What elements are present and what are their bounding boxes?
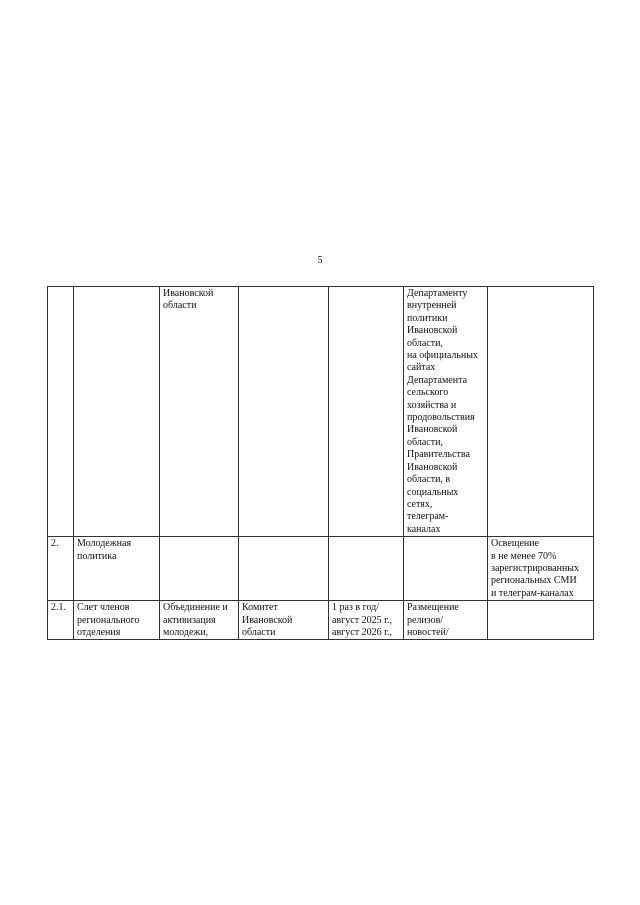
cell-goal: Объединение и активизация молодежи, (160, 601, 239, 640)
cell-event-name: Молодежная политика (74, 537, 160, 601)
cell-deadline (329, 537, 404, 601)
cell-number (48, 287, 74, 537)
page-number: 5 (317, 255, 323, 266)
cell-coverage-form (404, 537, 488, 601)
cell-result (488, 287, 594, 537)
cell-executor: Комитет Ивановской области (239, 601, 329, 640)
cell-deadline: 1 раз в год/ август 2025 г., август 2026 г., (329, 601, 404, 640)
cell-deadline (329, 287, 404, 537)
cell-result (488, 601, 594, 640)
cell-result: Освещение в не менее 70% зарегистрированных региональных СМИ и телеграм-каналах (488, 537, 594, 601)
cell-coverage-form: Размещение релизов/ новостей/ (404, 601, 488, 640)
table-row (48, 601, 594, 640)
cell-number: 2. (48, 537, 74, 601)
cell-goal (160, 537, 239, 601)
table-row (48, 537, 594, 601)
cell-executor (239, 287, 329, 537)
cell-executor (239, 537, 329, 601)
plan-table (47, 286, 594, 640)
cell-event-name: Слет членов регионального отделения (74, 601, 160, 640)
cell-event-name (74, 287, 160, 537)
cell-goal: Ивановской области (160, 287, 239, 537)
cell-number: 2.1. (48, 601, 74, 640)
cell-coverage-form: Департаменту внутренней политики Ивановской области, на официальных сайтах Департамента сельского хозяйства и продовольствия Ивановской области, Правительства Ивановской области, в социальных сетях, телеграм- каналах (404, 287, 488, 537)
table-row (48, 287, 594, 537)
